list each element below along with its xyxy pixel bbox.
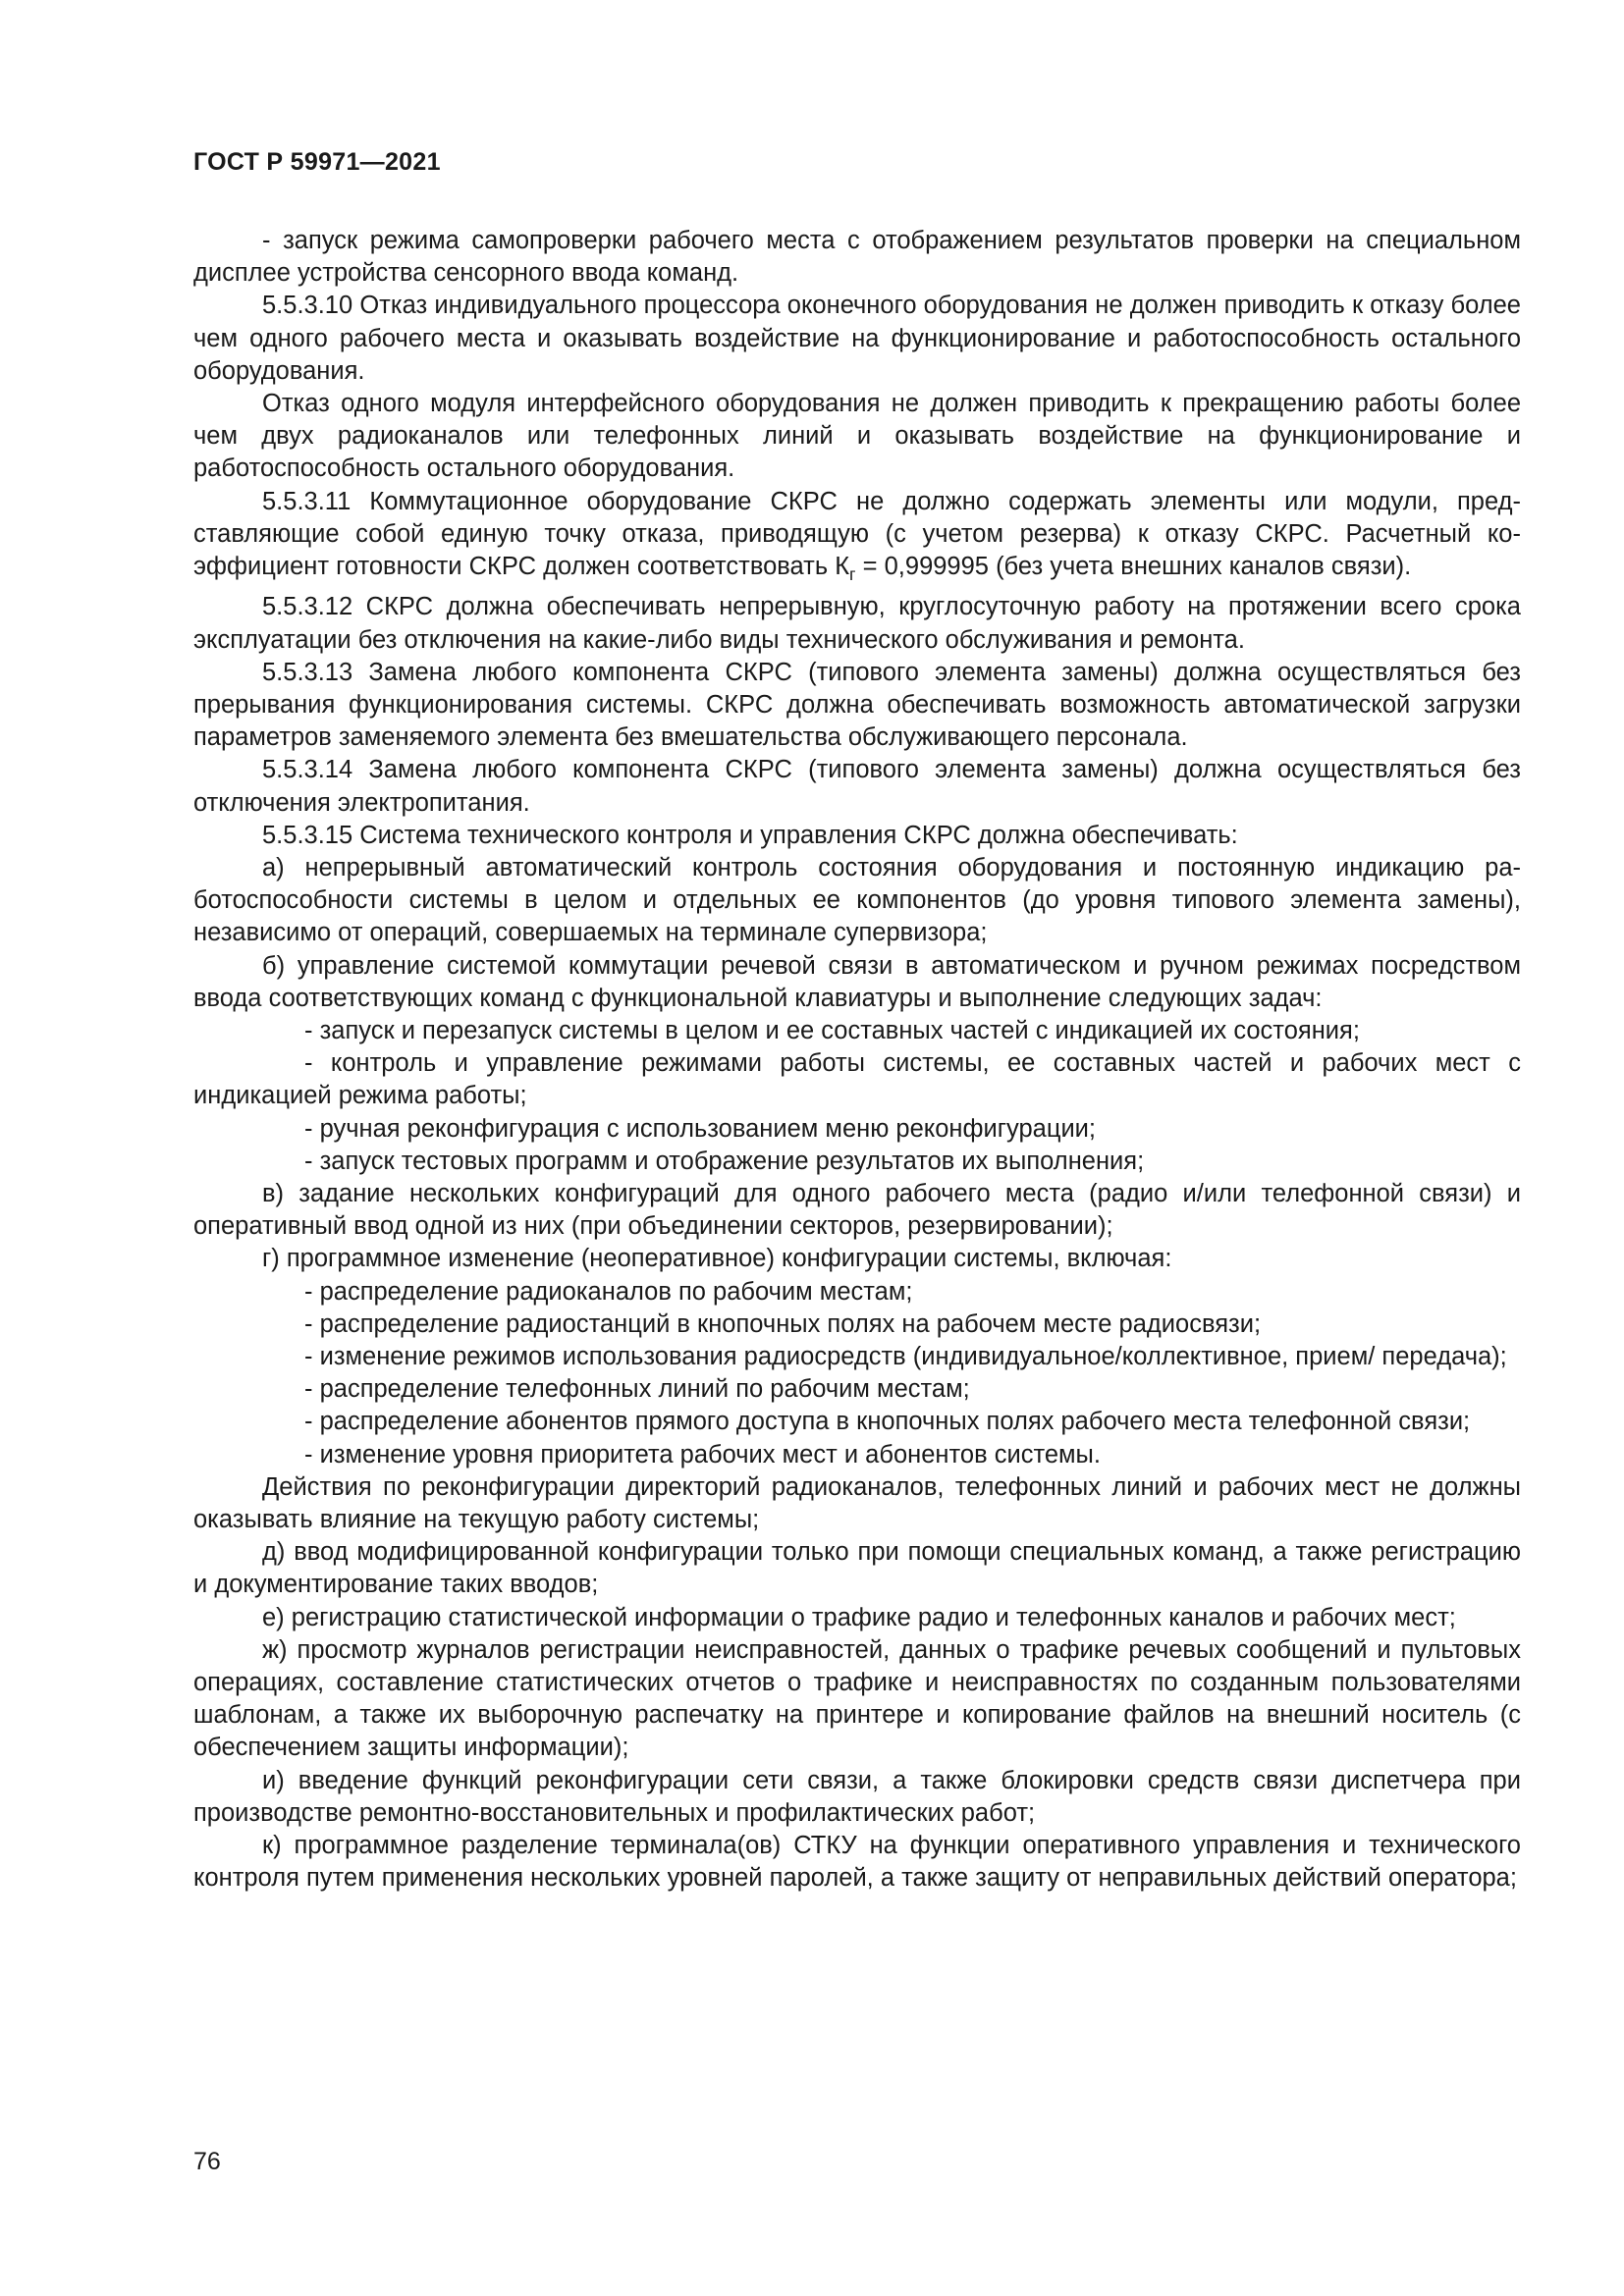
paragraph: 5.5.3.12 СКРС должна обеспечивать непрерывную, круглосуточную работу на протяжении всего срока эксплуатации без отключения на какие-либо виды технического обслуживания и ремонта. [193,593,1521,654]
paragraph: а) непрерывный автоматический контроль состояния оборудования и постоянную индикацию работоспособности системы в целом и отдельных ее компонентов (до уровня типового элемента замены), независимо от операций, совершаемых на терминале супервизора; [193,853,1521,947]
paragraph: - контроль и управление режимами работы системы, ее составных частей и рабочих мест с индикацией режима работы; [193,1049,1521,1110]
paragraph: д) ввод модифицированной конфигурации только при помощи специальных команд, а также регистрацию и документирование таких вводов; [193,1538,1521,1599]
paragraph: - распределение радиоканалов по рабочим местам; [304,1277,913,1306]
paragraph: 5.5.3.13 Замена любого компонента СКРС (типового элемента замены) должна осуществляться без прерывания функционирования системы. СКРС должна обеспечивать возможность автоматической загрузки параметров заменяемого элемента без вмешательства обслуживающего персонала. [193,658,1521,752]
paragraph: - распределение телефонных линий по рабочим местам; [304,1375,970,1404]
paragraph: Действия по реконфигурации директорий радиоканалов, телефонных линий и рабочих мест не должны оказывать влияние на текущую работу системы; [193,1472,1521,1534]
paragraph: - распределение радиостанций в кнопочных полях на рабочем месте радиосвязи; [304,1309,1262,1338]
paragraph: к) программное разделение терминала(ов) СТКУ на функции оперативного управления и технического контроля путем применения нескольких уровней паролей, а также защиту от неправильных действий оператора; [193,1832,1521,1893]
paragraph: б) управление системой коммутации речевой связи в автоматическом и ручном режимах посредством ввода соответствующих команд с функциональной клавиатуры и выполнение следующих задач: [193,951,1521,1012]
paragraph: и) введение функций реконфигурации сети связи, а также блокировки средств связи диспетчера при производстве ремонтно-восстановительных и профилактических работ; [193,1766,1521,1827]
paragraph: - изменение уровня приоритета рабочих мест и абонентов системы. [304,1440,1101,1468]
document-body [193,225,1521,1895]
paragraph: 5.5.3.11 Коммутационное оборудование СКРС не должно содержать элементы или модули, представляющие собой единую точку отказа, приводящую (с учетом резерва) к отказу СКРС. Расчетный коэффициент готовности СКРС должен соответствовать $К_г = 0,999995$ (без учета внешних каналов связи). [193,487,1521,585]
paragraph: 5.5.3.14 Замена любого компонента СКРС (типового элемента замены) должна осуществляться без отключения электропитания. [193,756,1521,817]
paragraph: - запуск тестовых программ и отображение результатов их выполнения; [304,1147,1145,1175]
paragraph: - запуск и перезапуск системы в целом и ее составных частей с индикацией их состояния; [304,1016,1360,1044]
paragraph: - ручная реконфигурация с использованием меню реконфигурации; [304,1114,1097,1143]
paragraph: 5.5.3.15 Система технического контроля и управления СКРС должна обеспечивать: [262,821,1238,849]
document-header: ГОСТ Р 59971—2021 [193,148,441,176]
paragraph: - изменение режимов использования радиосредств (индивидуальное/коллективное, прием/ передача); [304,1343,1507,1370]
paragraph: - распределение абонентов прямого доступа в кнопочных полях рабочего места телефонной связи; [304,1408,1471,1436]
paragraph: в) задание нескольких конфигураций для одного рабочего места (радио и/или телефонной связи) и оперативный ввод одной из них (при объединении секторов, резервировании); [193,1179,1521,1241]
paragraph: г) программное изменение (неоперативное) конфигурации системы, включая: [262,1245,1172,1273]
paragraph: е) регистрацию статистической информации о трафике радио и телефонных каналов и рабочих мест; [262,1603,1456,1631]
paragraph: - запуск режима самопроверки рабочего места с отображением результатов проверки на специальном дисплее устройства сенсорного ввода команд. [193,227,1521,288]
paragraph: 5.5.3.10 Отказ индивидуального процессора оконечного оборудования не должен приводить к отказу более чем одного рабочего места и оказывать воздействие на функционирование и работоспособность остального оборудования. [193,292,1521,385]
paragraph: ж) просмотр журналов регистрации неисправностей, данных о трафике речевых сообщений и пультовых операциях, составление статистических отчетов о трафике и неисправностях по созданным пользователями шаблонам, а также их выборочную распечатку на принтере и копирование файлов на внешний носитель (с обеспечением защиты информации); [193,1635,1521,1762]
paragraph: Отказ одного модуля интерфейсного оборудования не должен приводить к прекращению работы более чем двух радиоканалов или телефонных линий и оказывать воздействие на функционирование и работоспособность остального оборудования. [193,390,1521,483]
page-number: 76 [193,2148,221,2175]
